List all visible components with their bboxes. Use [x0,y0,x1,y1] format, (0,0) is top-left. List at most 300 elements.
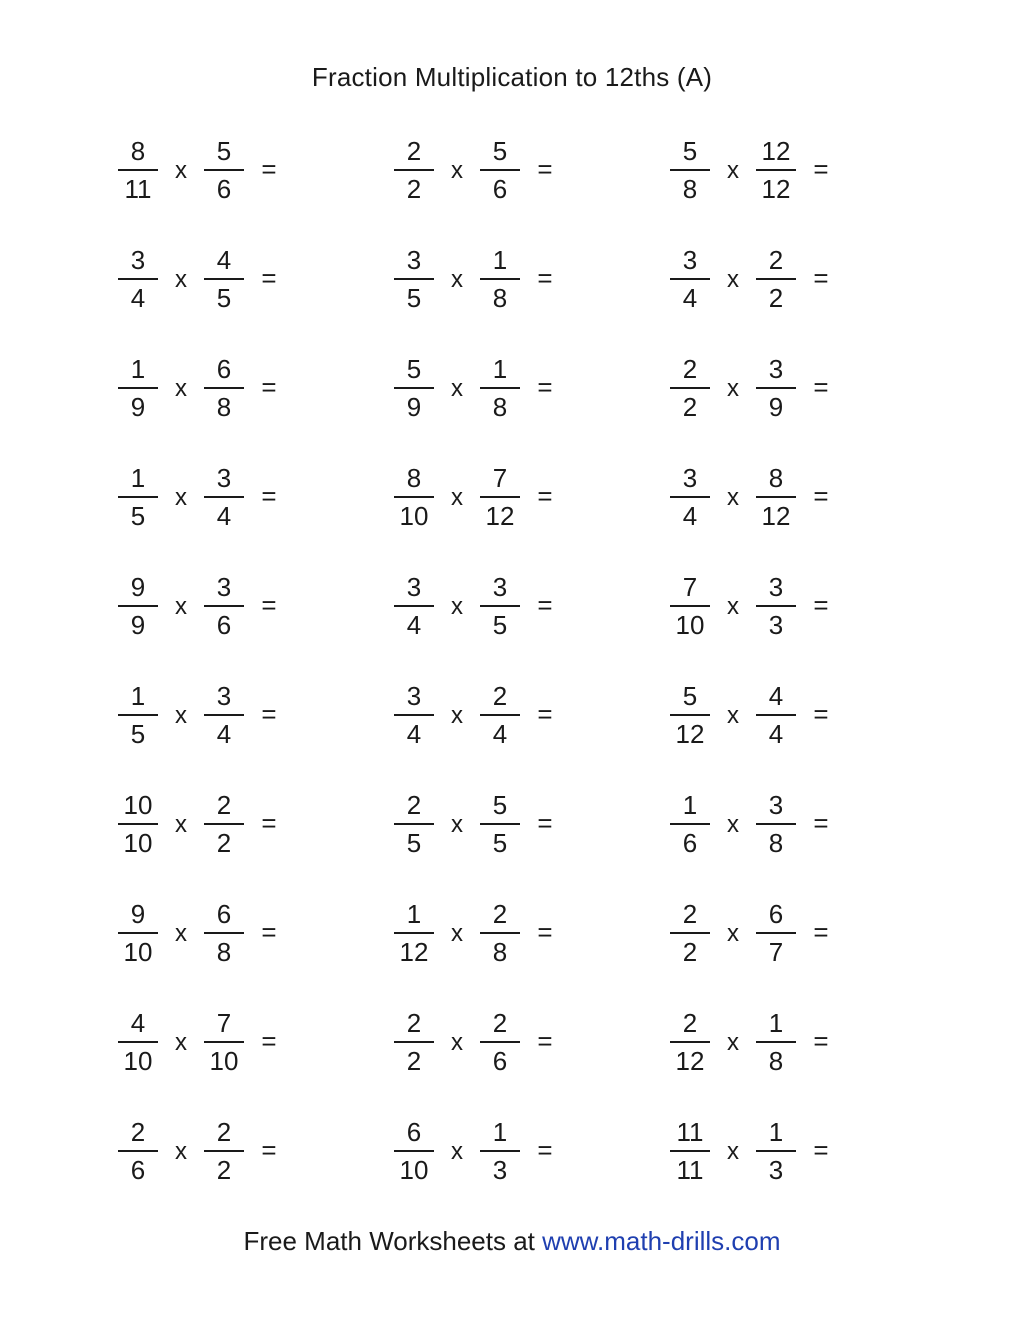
numerator: 5 [682,681,698,711]
multiply-sign: x [451,593,463,620]
first-fraction [116,681,160,749]
problem [116,1111,292,1191]
second-fraction [754,1008,798,1076]
equals-sign: = [813,698,829,729]
denominator: 8 [216,937,232,967]
equals-sign: = [537,698,553,729]
problem [116,457,292,537]
fraction-bar [118,1150,158,1152]
numerator: 2 [682,1008,698,1038]
problem [392,239,568,319]
numerator: 5 [682,136,698,166]
denominator: 9 [130,392,146,422]
denominator: 4 [216,719,232,749]
numerator: 2 [216,790,232,820]
second-fraction [202,1008,246,1076]
fraction-bar [118,714,158,716]
first-fraction [392,1008,436,1076]
denominator: 10 [209,1046,239,1076]
fraction-bar [394,387,434,389]
fraction-bar [118,387,158,389]
denominator: 2 [682,392,698,422]
second-fraction [478,899,522,967]
numerator: 3 [768,572,784,602]
numerator: 12 [761,136,791,166]
multiply-sign: x [451,920,463,947]
multiply-sign: x [727,1029,739,1056]
denominator: 2 [216,828,232,858]
denominator: 2 [216,1155,232,1185]
denominator: 5 [216,283,232,313]
numerator: 3 [406,681,422,711]
multiply-sign: x [175,811,187,838]
equals-sign: = [537,480,553,511]
first-fraction [668,136,712,204]
fraction-bar [394,1041,434,1043]
fraction-bar [670,278,710,280]
second-fraction [478,245,522,313]
multiply-sign: x [727,920,739,947]
numerator: 3 [130,245,146,275]
equals-sign: = [813,916,829,947]
numerator: 6 [216,354,232,384]
equals-sign: = [537,371,553,402]
equals-sign: = [261,480,277,511]
denominator: 11 [676,1155,704,1185]
problem [392,1002,568,1082]
fraction-bar [480,278,520,280]
fraction-bar [118,169,158,171]
problem [392,130,568,210]
numerator: 2 [492,899,508,929]
fraction-bar [204,1150,244,1152]
denominator: 8 [768,1046,784,1076]
fraction-bar [670,932,710,934]
numerator: 7 [216,1008,232,1038]
problem [668,457,844,537]
problem [116,130,292,210]
problem [392,457,568,537]
problem [392,675,568,755]
denominator: 4 [406,610,422,640]
numerator: 4 [130,1008,146,1038]
multiply-sign: x [175,1138,187,1165]
denominator: 4 [216,501,232,531]
numerator: 3 [216,463,232,493]
second-fraction [202,136,246,204]
first-fraction [392,463,436,531]
equals-sign: = [537,1025,553,1056]
first-fraction [668,463,712,531]
numerator: 1 [682,790,698,820]
problem [668,675,844,755]
equals-sign: = [537,589,553,620]
multiply-sign: x [451,702,463,729]
denominator: 6 [682,828,698,858]
multiply-sign: x [175,266,187,293]
second-fraction [202,790,246,858]
denominator: 5 [406,283,422,313]
numerator: 2 [406,790,422,820]
numerator: 2 [682,354,698,384]
numerator: 1 [130,354,146,384]
problem [116,239,292,319]
problem [392,893,568,973]
first-fraction [392,136,436,204]
denominator: 8 [682,174,698,204]
denominator: 10 [123,937,153,967]
numerator: 5 [406,354,422,384]
second-fraction [202,245,246,313]
denominator: 5 [130,719,146,749]
first-fraction [668,681,712,749]
fraction-bar [756,1150,796,1152]
numerator: 3 [406,572,422,602]
fraction-bar [756,278,796,280]
numerator: 1 [492,245,508,275]
multiply-sign: x [175,702,187,729]
first-fraction [392,572,436,640]
fraction-bar [394,278,434,280]
first-fraction [116,1008,160,1076]
numerator: 2 [492,1008,508,1038]
multiply-sign: x [727,593,739,620]
numerator: 2 [406,136,422,166]
multiply-sign: x [451,266,463,293]
numerator: 9 [130,572,146,602]
fraction-bar [480,823,520,825]
first-fraction [392,354,436,422]
second-fraction [478,790,522,858]
second-fraction [478,681,522,749]
numerator: 2 [406,1008,422,1038]
denominator: 6 [130,1155,146,1185]
second-fraction [202,1117,246,1185]
first-fraction [392,681,436,749]
denominator: 9 [130,610,146,640]
denominator: 12 [399,937,429,967]
problem [668,130,844,210]
fraction-bar [204,387,244,389]
fraction-bar [204,605,244,607]
fraction-bar [480,387,520,389]
first-fraction [116,136,160,204]
numerator: 2 [768,245,784,275]
multiply-sign: x [727,811,739,838]
second-fraction [754,354,798,422]
denominator: 12 [761,501,791,531]
first-fraction [116,1117,160,1185]
denominator: 8 [768,828,784,858]
numerator: 2 [130,1117,146,1147]
fraction-bar [670,169,710,171]
footer-text: Free Math Worksheets at [243,1226,543,1256]
second-fraction [754,790,798,858]
second-fraction [202,463,246,531]
denominator: 12 [675,719,705,749]
problem [392,348,568,428]
multiply-sign: x [451,1029,463,1056]
multiply-sign: x [451,484,463,511]
numerator: 7 [492,463,508,493]
numerator: 1 [130,463,146,493]
problem [668,784,844,864]
problem [668,1111,844,1191]
multiply-sign: x [175,920,187,947]
problem [668,893,844,973]
denominator: 4 [682,501,698,531]
fraction-bar [670,387,710,389]
numerator: 8 [768,463,784,493]
denominator: 10 [123,1046,153,1076]
multiply-sign: x [727,266,739,293]
denominator: 2 [682,937,698,967]
equals-sign: = [537,916,553,947]
problem [668,1002,844,1082]
fraction-bar [480,1150,520,1152]
second-fraction [754,1117,798,1185]
denominator: 4 [406,719,422,749]
denominator: 9 [768,392,784,422]
fraction-bar [670,823,710,825]
numerator: 4 [216,245,232,275]
denominator: 6 [492,1046,508,1076]
equals-sign: = [261,589,277,620]
multiply-sign: x [175,593,187,620]
numerator: 6 [768,899,784,929]
equals-sign: = [813,153,829,184]
equals-sign: = [813,262,829,293]
first-fraction [392,899,436,967]
second-fraction [202,681,246,749]
numerator: 2 [216,1117,232,1147]
fraction-bar [394,496,434,498]
fraction-bar [394,1150,434,1152]
footer [0,1226,1024,1257]
denominator: 8 [492,283,508,313]
numerator: 10 [123,790,153,820]
first-fraction [116,899,160,967]
second-fraction [478,136,522,204]
denominator: 3 [768,610,784,640]
denominator: 12 [485,501,515,531]
equals-sign: = [261,371,277,402]
numerator: 1 [768,1117,784,1147]
equals-sign: = [813,480,829,511]
fraction-bar [394,714,434,716]
equals-sign: = [813,589,829,620]
fraction-bar [480,714,520,716]
fraction-bar [204,496,244,498]
equals-sign: = [537,1134,553,1165]
denominator: 4 [682,283,698,313]
second-fraction [754,899,798,967]
problem [668,566,844,646]
fraction-bar [204,714,244,716]
fraction-bar [118,1041,158,1043]
multiply-sign: x [727,157,739,184]
multiply-sign: x [451,157,463,184]
fraction-bar [480,169,520,171]
problem [392,1111,568,1191]
second-fraction [754,136,798,204]
multiply-sign: x [175,1029,187,1056]
denominator: 8 [492,937,508,967]
numerator: 1 [492,354,508,384]
fraction-bar [670,1150,710,1152]
multiply-sign: x [727,375,739,402]
first-fraction [668,899,712,967]
denominator: 12 [761,174,791,204]
denominator: 5 [492,610,508,640]
equals-sign: = [537,153,553,184]
numerator: 1 [406,899,422,929]
first-fraction [668,790,712,858]
second-fraction [202,354,246,422]
numerator: 4 [768,681,784,711]
numerator: 5 [216,136,232,166]
first-fraction [392,790,436,858]
denominator: 6 [492,174,508,204]
fraction-bar [394,169,434,171]
denominator: 7 [768,937,784,967]
numerator: 1 [492,1117,508,1147]
denominator: 10 [399,1155,429,1185]
second-fraction [202,572,246,640]
equals-sign: = [813,1025,829,1056]
numerator: 1 [130,681,146,711]
numerator: 3 [768,790,784,820]
multiply-sign: x [451,811,463,838]
fraction-bar [394,932,434,934]
fraction-bar [756,823,796,825]
numerator: 2 [682,899,698,929]
fraction-bar [756,496,796,498]
denominator: 8 [492,392,508,422]
problem [392,566,568,646]
numerator: 3 [406,245,422,275]
fraction-bar [204,1041,244,1043]
fraction-bar [756,387,796,389]
equals-sign: = [261,807,277,838]
second-fraction [754,245,798,313]
fraction-bar [118,278,158,280]
second-fraction [478,463,522,531]
multiply-sign: x [451,1138,463,1165]
first-fraction [668,1117,712,1185]
fraction-bar [118,823,158,825]
fraction-bar [204,823,244,825]
fraction-bar [670,714,710,716]
equals-sign: = [813,371,829,402]
equals-sign: = [813,1134,829,1165]
denominator: 2 [406,174,422,204]
numerator: 6 [216,899,232,929]
denominator: 2 [406,1046,422,1076]
second-fraction [754,463,798,531]
equals-sign: = [261,1025,277,1056]
first-fraction [116,572,160,640]
fraction-bar [118,932,158,934]
equals-sign: = [537,262,553,293]
equals-sign: = [261,262,277,293]
denominator: 9 [406,392,422,422]
problem [116,675,292,755]
first-fraction [668,572,712,640]
denominator: 12 [675,1046,705,1076]
fraction-bar [756,932,796,934]
worksheet-title: Fraction Multiplication to 12ths (A) [311,62,713,92]
problem [116,784,292,864]
denominator: 6 [216,610,232,640]
fraction-bar [480,496,520,498]
problem [116,566,292,646]
denominator: 8 [216,392,232,422]
multiply-sign: x [727,702,739,729]
fraction-bar [204,932,244,934]
fraction-bar [670,496,710,498]
equals-sign: = [261,1134,277,1165]
fraction-bar [756,605,796,607]
fraction-bar [480,605,520,607]
problem [668,239,844,319]
fraction-bar [394,605,434,607]
numerator: 8 [130,136,146,166]
footer-link[interactable]: www.math-drills.com [542,1226,781,1256]
denominator: 5 [492,828,508,858]
numerator: 2 [492,681,508,711]
fraction-bar [670,605,710,607]
fraction-bar [480,932,520,934]
numerator: 5 [492,136,508,166]
problem [668,348,844,428]
equals-sign: = [261,698,277,729]
first-fraction [668,245,712,313]
numerator: 7 [682,572,698,602]
numerator: 6 [406,1117,422,1147]
first-fraction [392,245,436,313]
second-fraction [754,572,798,640]
problem [116,1002,292,1082]
equals-sign: = [261,916,277,947]
fraction-bar [480,1041,520,1043]
equals-sign: = [813,807,829,838]
second-fraction [754,681,798,749]
denominator: 6 [216,174,232,204]
numerator: 3 [216,681,232,711]
denominator: 2 [768,283,784,313]
problem [392,784,568,864]
numerator: 3 [682,463,698,493]
multiply-sign: x [175,375,187,402]
multiply-sign: x [451,375,463,402]
second-fraction [478,572,522,640]
numerator: 9 [130,899,146,929]
fraction-bar [670,1041,710,1043]
fraction-bar [756,714,796,716]
denominator: 5 [406,828,422,858]
fraction-bar [756,169,796,171]
numerator: 8 [406,463,422,493]
denominator: 5 [130,501,146,531]
numerator: 3 [682,245,698,275]
denominator: 11 [124,174,152,204]
equals-sign: = [261,153,277,184]
fraction-bar [756,1041,796,1043]
numerator: 1 [768,1008,784,1038]
fraction-bar [204,278,244,280]
denominator: 4 [130,283,146,313]
